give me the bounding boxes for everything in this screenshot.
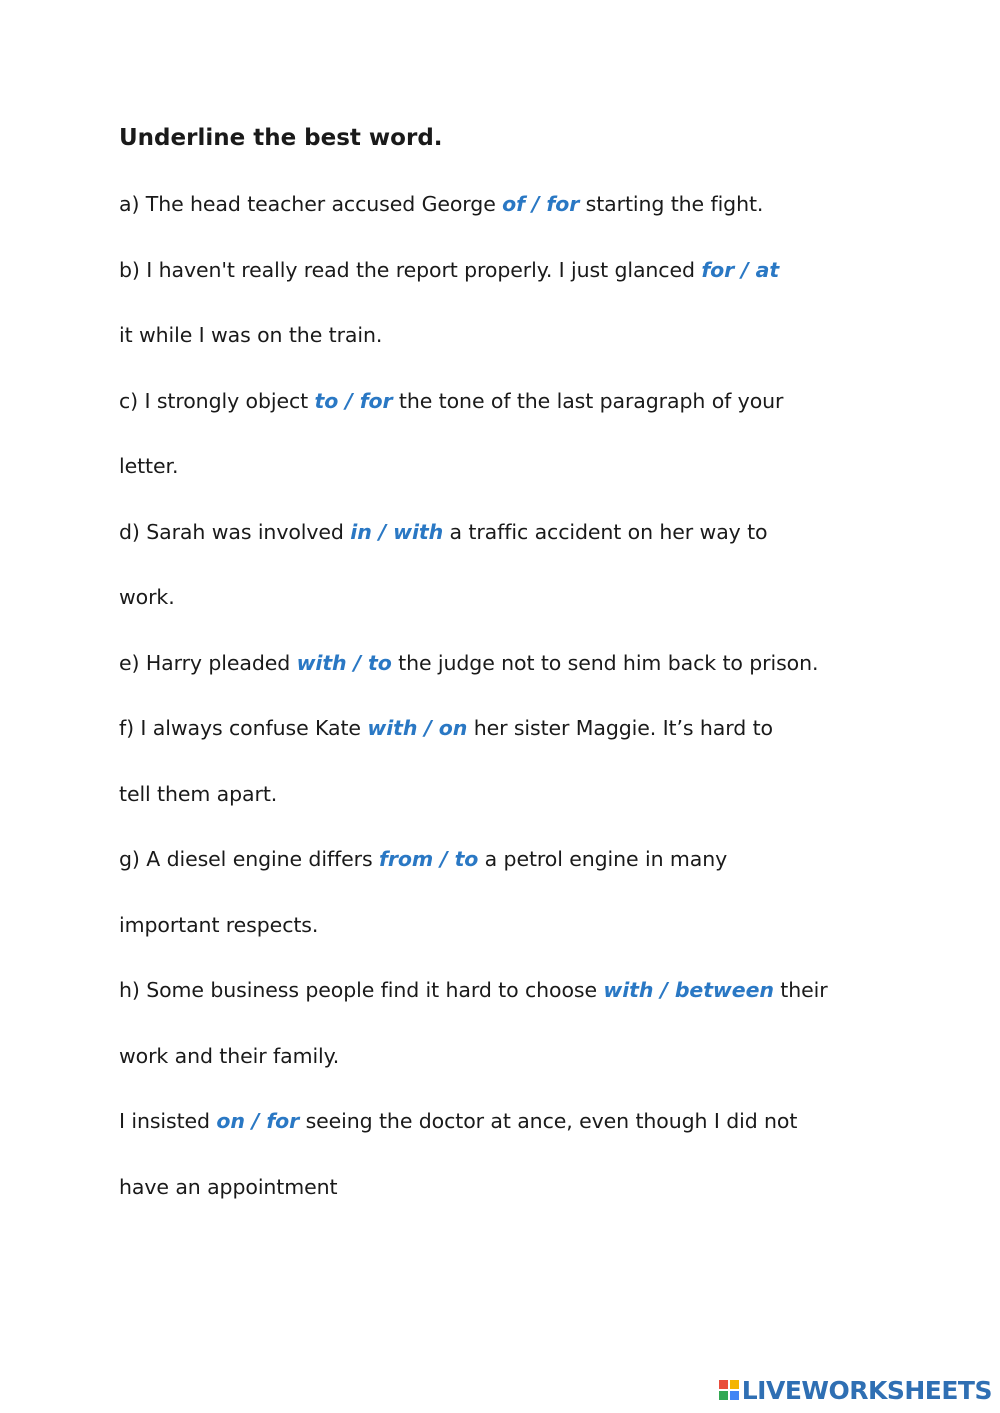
- option-2[interactable]: at: [755, 257, 780, 282]
- option-2[interactable]: to: [454, 847, 479, 871]
- line-text-after: the judge not to send him back to prison.: [391, 650, 819, 675]
- exercise-line: [119, 1089, 899, 1155]
- option-separator: /: [653, 978, 675, 1002]
- exercise-line: [119, 958, 899, 1024]
- line-text: g) A diesel engine differs: [119, 847, 380, 871]
- option-1[interactable]: from: [379, 847, 434, 871]
- option-2[interactable]: on: [438, 716, 468, 740]
- line-text: a) The head teacher accused George: [119, 192, 503, 216]
- option-1[interactable]: for: [701, 257, 735, 282]
- exercise-line: [119, 631, 899, 697]
- line-text: h) Some business people find it hard to choose: [119, 978, 604, 1002]
- line-text: c) I strongly object: [119, 388, 315, 413]
- option-1[interactable]: in: [350, 519, 372, 544]
- option-2[interactable]: for: [546, 192, 580, 216]
- exercise-line: [119, 893, 899, 959]
- line-text: I insisted: [119, 1109, 217, 1133]
- option-1[interactable]: with: [296, 650, 347, 675]
- option-1[interactable]: of: [502, 192, 525, 216]
- line-text: letter.: [119, 454, 179, 478]
- logo-mark-icon: [719, 1380, 739, 1400]
- line-text-after: a traffic accident on her way to: [443, 519, 768, 544]
- option-2[interactable]: for: [266, 1109, 300, 1133]
- option-separator: /: [734, 257, 756, 282]
- line-text-after: a petrol engine in many: [478, 847, 728, 871]
- logo-text: LIVEWORKSHEETS: [741, 1375, 992, 1405]
- line-text: work and their family.: [119, 1043, 340, 1068]
- option-separator: /: [244, 1109, 267, 1133]
- option-separator: /: [524, 192, 547, 216]
- line-text: tell them apart.: [119, 781, 278, 806]
- line-text-after: seeing the doctor at ance, even though I did not: [299, 1109, 798, 1133]
- liveworksheets-logo: [719, 1373, 992, 1407]
- option-separator: /: [417, 716, 439, 740]
- logo-square-red: [719, 1380, 728, 1389]
- line-text: work.: [119, 585, 175, 609]
- option-1[interactable]: with: [603, 978, 654, 1002]
- worksheet: [119, 118, 899, 1220]
- option-2[interactable]: with: [393, 519, 444, 544]
- line-text: e) Harry pleaded: [119, 650, 297, 675]
- option-2[interactable]: between: [674, 978, 774, 1002]
- option-separator: /: [371, 519, 394, 544]
- option-2[interactable]: to: [368, 650, 392, 675]
- exercise-line: [119, 827, 899, 893]
- exercise-line: [119, 696, 899, 762]
- line-text: it while I was on the train.: [119, 323, 383, 347]
- line-text: b) I haven't really read the report properly. I just glanced: [119, 257, 702, 282]
- logo-square-yellow: [730, 1380, 739, 1389]
- worksheet-title: Underline the best word.: [119, 125, 443, 151]
- line-text-after: her sister Maggie. It’s hard to: [467, 716, 773, 740]
- exercise-line: [119, 369, 899, 435]
- line-text-after: the tone of the last paragraph of your: [392, 388, 784, 413]
- exercise-line: [119, 762, 899, 828]
- option-separator: /: [346, 650, 369, 675]
- exercise-line: [119, 565, 899, 631]
- exercise-line: [119, 172, 899, 238]
- exercise-line: [119, 1024, 899, 1090]
- line-text-after: starting the fight.: [579, 192, 764, 216]
- logo-square-blue: [730, 1391, 739, 1400]
- option-1[interactable]: with: [367, 716, 418, 740]
- line-text: have an appointment: [119, 1174, 338, 1199]
- line-text-after: their: [773, 978, 828, 1002]
- exercise-line: [119, 434, 899, 500]
- option-separator: /: [338, 388, 360, 413]
- option-1[interactable]: on: [216, 1109, 245, 1133]
- exercise-line: [119, 1155, 899, 1221]
- exercise-lines: [119, 172, 899, 1220]
- line-text: f) I always confuse Kate: [119, 716, 368, 740]
- exercise-line: [119, 303, 899, 369]
- exercise-line: [119, 238, 899, 304]
- exercise-line: [119, 500, 899, 566]
- option-2[interactable]: for: [359, 388, 393, 413]
- option-1[interactable]: to: [314, 388, 339, 413]
- line-text: d) Sarah was involved: [119, 519, 351, 544]
- line-text: important respects.: [119, 912, 319, 937]
- option-separator: /: [433, 847, 455, 871]
- logo-square-green: [719, 1391, 728, 1400]
